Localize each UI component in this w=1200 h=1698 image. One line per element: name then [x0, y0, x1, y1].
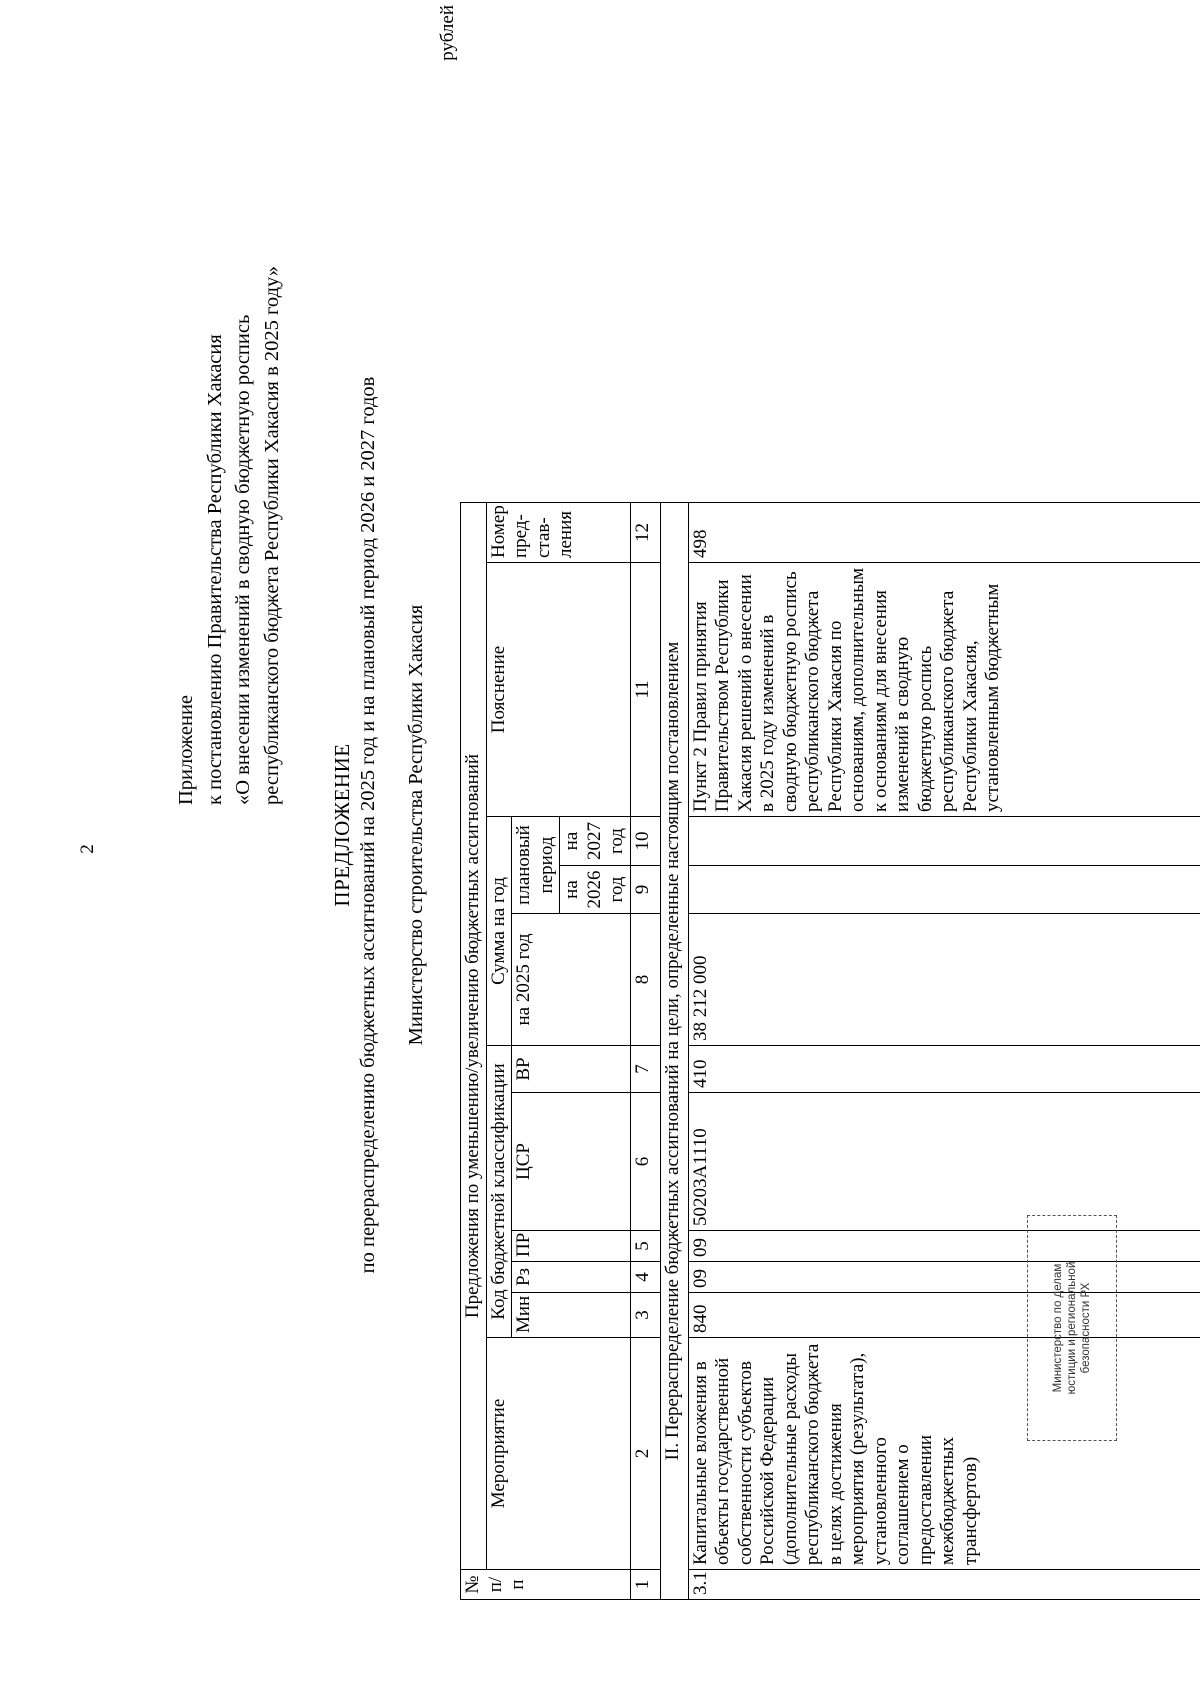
- row-rz: 09: [688, 1262, 1200, 1293]
- stamp-line-1: Министерство по делам: [1052, 1263, 1064, 1393]
- col-number-10: 10: [630, 817, 660, 866]
- document-subtitle: по перераспределению бюджетных ассигнований на 2025 год и на плановый период 2026 и 2027 годов: [357, 376, 379, 1274]
- appendix-line-3: «О внесении изменений в сводную бюджетную роспись: [232, 314, 254, 805]
- appendix-line-1: Приложение: [175, 694, 197, 805]
- header-rz: Рз: [512, 1262, 631, 1293]
- section-title: II. Перераспределение бюджетных ассигнований на цели, определенные настоящим постановлением: [660, 503, 688, 1600]
- registration-stamp: [1027, 1215, 1117, 1441]
- header-vr: ВР: [512, 1046, 631, 1093]
- header-2025: на 2025 год: [512, 914, 631, 1046]
- col-number-5: 5: [630, 1231, 660, 1262]
- page-number: 2: [77, 844, 98, 854]
- header-2026: на 2026 год: [560, 866, 631, 914]
- units-label: рублей: [437, 5, 458, 61]
- col-number-4: 4: [630, 1262, 660, 1293]
- header-num: № п/п: [461, 1570, 631, 1600]
- header-proposals: Предложения по уменьшению/увеличению бюджетных ассигнований: [461, 503, 487, 1570]
- header-plan-period: плановый период: [512, 817, 560, 914]
- row-sum-2027: [688, 817, 1200, 866]
- row-submission: 498: [688, 503, 1200, 563]
- row-csr: 50203А1110: [688, 1093, 1200, 1231]
- document-title: ПРЕДЛОЖЕНИЕ: [330, 743, 354, 907]
- header-min: Мин: [512, 1293, 631, 1338]
- rotated-page-content: [0, 5, 1145, 1645]
- row-num: 3.1: [688, 1570, 1200, 1600]
- row-sum-2025: 38 212 000: [688, 914, 1200, 1046]
- header-2027: на 2027 год: [560, 817, 631, 866]
- appendix-header: [172, 266, 286, 805]
- col-number-8: 8: [630, 914, 660, 1046]
- col-number-11: 11: [630, 563, 660, 817]
- stamp-line-2: юстиции и региональной: [1066, 1261, 1078, 1395]
- col-number-6: 6: [630, 1093, 660, 1231]
- row-event: Капитальные вложения в объекты государственной собственности субъектов Российской Федерации (дополнительные расходы республиканского бюджета в целях достижения мероприятия (результата), установленного соглашением о предоставлении межбюджетных трансфертов): [688, 1338, 1200, 1570]
- col-number-2: 2: [630, 1338, 660, 1570]
- header-pr: ПР: [512, 1231, 631, 1262]
- col-number-7: 7: [630, 1046, 660, 1093]
- ministry-name: Министерство строительства Республики Хакасия: [405, 604, 427, 1046]
- row-min: 840: [688, 1293, 1200, 1338]
- appendix-line-2: к постановлению Правительства Республики Хакасия: [203, 334, 226, 805]
- row-vr: 410: [688, 1046, 1200, 1093]
- appendix-line-4: республиканского бюджета Республики Хакасия в 2025 году»: [260, 265, 283, 805]
- row-pr: 09: [688, 1231, 1200, 1262]
- col-number-1: 1: [630, 1570, 660, 1600]
- header-sum: Сумма на год: [486, 817, 512, 1046]
- header-submission: Номер пред-став-ления: [486, 503, 630, 563]
- row-explanation: Пункт 2 Правил принятия Правительством Республики Хакасия решений о внесении в 2025 году изменений в сводную бюджетную роспись республиканского бюджета Республики Хакасия по основаниям, дополнительным к основаниям для внесения изменений в сводную бюджетную роспись республиканского бюджета Республики Хакасия, установленным бюджетным: [688, 563, 1200, 817]
- header-csr: ЦСР: [512, 1093, 631, 1231]
- col-number-3: 3: [630, 1293, 660, 1338]
- header-code: Код бюджетной классификации: [486, 1046, 512, 1338]
- header-explanation: Пояснение: [486, 563, 630, 817]
- header-event: Мероприятие: [486, 1338, 630, 1570]
- stamp-line-3: безопасности РХ: [1080, 1282, 1092, 1374]
- col-number-9: 9: [630, 866, 660, 914]
- col-number-12: 12: [630, 503, 660, 563]
- row-sum-2026: [688, 866, 1200, 914]
